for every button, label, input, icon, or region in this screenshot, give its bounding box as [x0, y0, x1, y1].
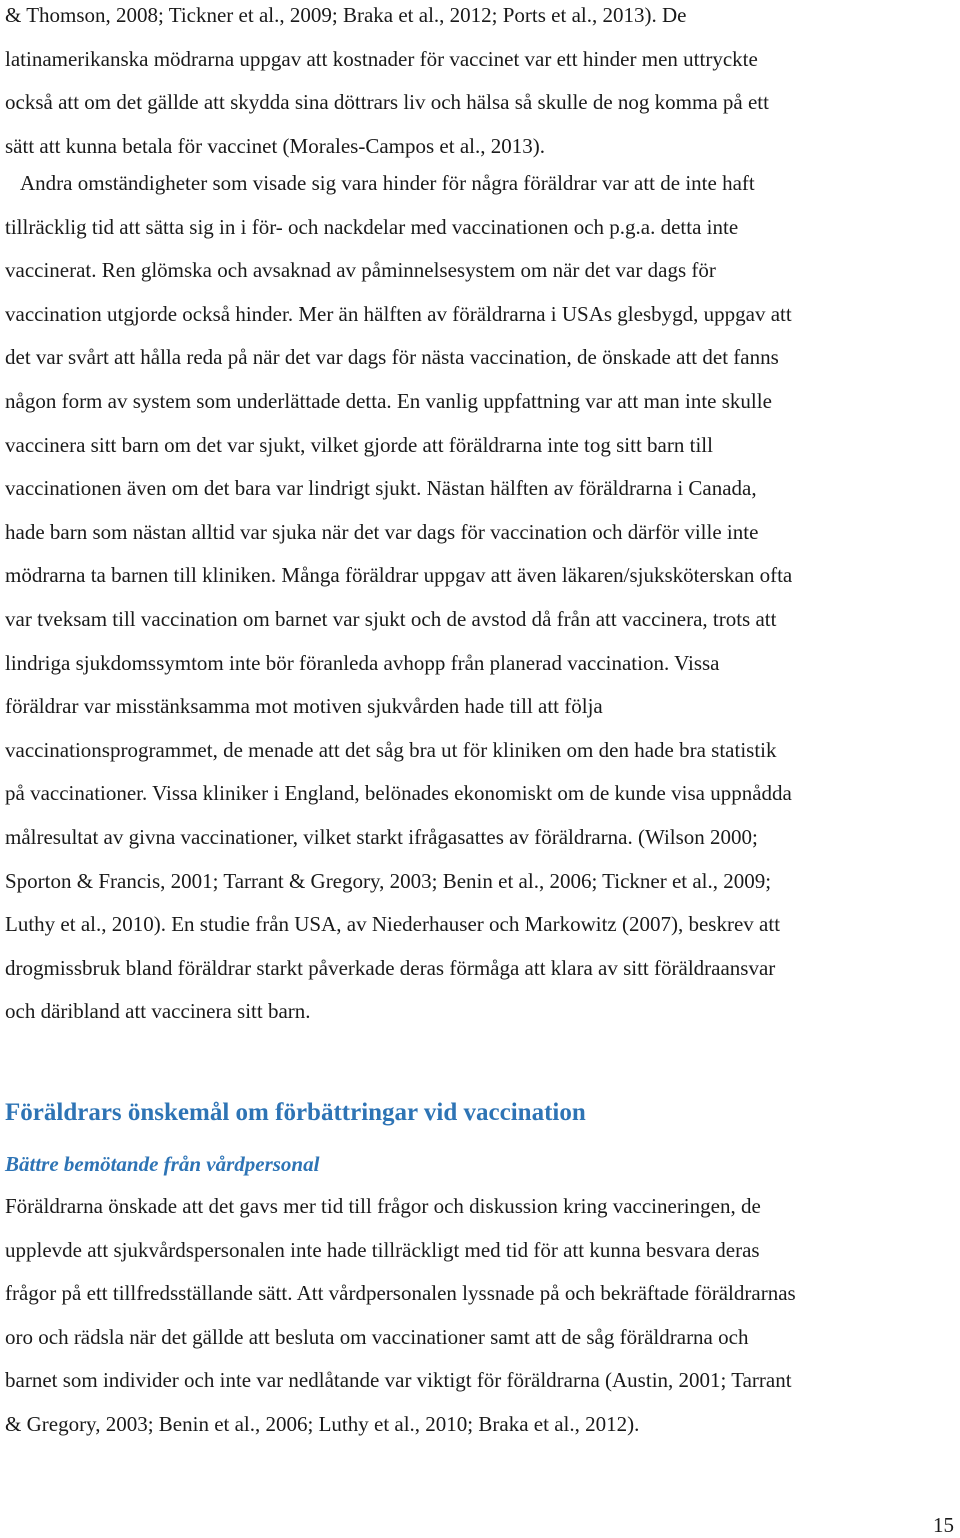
text-line: på vaccinationer. Vissa kliniker i England, belönades ekonomiskt om de kunde visa uppnådda — [5, 781, 792, 806]
text-line: mödrarna ta barnen till kliniken. Många föräldrar uppgav att även läkaren/sjuksköterskan ofta — [5, 563, 793, 588]
text-line: det var svårt att hålla reda på när det var dags för nästa vaccination, de önskade att det fanns — [5, 345, 779, 370]
section-heading: Föräldrars önskemål om förbättringar vid vaccination — [5, 1099, 586, 1126]
text-line: hade barn som nästan alltid var sjuka när det var dags för vaccination och därför ville inte — [5, 519, 759, 544]
text-line: Andra omständigheter som visade sig vara hinder för några föräldrar var att de inte haft — [20, 171, 755, 195]
text-line: vaccinera sitt barn om det var sjukt, vilket gjorde att föräldrarna inte tog sitt barn till — [5, 432, 713, 457]
text-line: också att om det gällde att skydda sina döttrars liv och hälsa så skulle de nog komma på ett — [5, 90, 769, 115]
text-line: vaccinerat. Ren glömska och avsaknad av påminnelsesystem om när det var dags för — [5, 258, 716, 283]
text-line: någon form av system som underlättade detta. En vanlig uppfattning var att man inte skulle — [5, 388, 772, 413]
text-line: föräldrar var misstänksamma mot motiven sjukvården hade till att följa — [5, 694, 603, 719]
page-number: 15 — [933, 1513, 954, 1537]
paragraph-better-treatment — [5, 1185, 796, 1447]
paragraph-other-barriers — [5, 162, 792, 1034]
text-line: var tveksam till vaccination om barnet var sjukt och de avstod då från att vaccinera, trots att — [5, 606, 777, 631]
text-line: oro och rädsla när det gällde att besluta om vaccinationer samt att de såg föräldrarna och — [5, 1324, 749, 1349]
text-line: & Thomson, 2008; Tickner et al., 2009; Braka et al., 2012; Ports et al., 2013). De — [5, 3, 687, 27]
text-line: vaccinationen även om det bara var lindrigt sjukt. Nästan hälften av föräldrarna i Canada, — [5, 476, 757, 501]
text-line: drogmissbruk bland föräldrar starkt påverkade deras förmåga att klara av sitt föräldraansvar — [5, 955, 776, 980]
section-subheading: Bättre bemötande från vårdpersonal — [5, 1152, 320, 1176]
text-line: vaccinationsprogrammet, de menade att det såg bra ut för kliniken om den hade bra statistik — [5, 737, 777, 762]
text-line: Sporton & Francis, 2001; Tarrant & Gregory, 2003; Benin et al., 2006; Tickner et al., 2009; — [5, 868, 772, 893]
text-line: barnet som individer och inte var nedlåtande var viktigt för föräldrarna (Austin, 2001; Tarrant — [5, 1368, 792, 1393]
text-line: Luthy et al., 2010). En studie från USA, av Niederhauser och Markowitz (2007), beskrev att — [5, 912, 781, 937]
text-line: Föräldrarna önskade att det gavs mer tid till frågor och diskussion kring vaccineringen, de — [5, 1194, 761, 1218]
text-line: frågor på ett tillfredsställande sätt. Att vårdpersonalen lyssnade på och bekräftade föräldrarnas — [5, 1281, 796, 1306]
text-line: latinamerikanska mödrarna uppgav att kostnader för vaccinet var ett hinder men uttryckte — [5, 46, 758, 71]
text-line: & Gregory, 2003; Benin et al., 2006; Luthy et al., 2010; Braka et al., 2012). — [5, 1411, 640, 1436]
text-line: sätt att kunna betala för vaccinet (Morales-Campos et al., 2013). — [5, 133, 545, 158]
text-line: lindriga sjukdomssymtom inte bör föranleda avhopp från planerad vaccination. Vissa — [5, 650, 720, 675]
text-line: upplevde att sjukvårdspersonalen inte hade tillräckligt med tid för att kunna besvara deras — [5, 1237, 760, 1262]
text-line: tillräcklig tid att sätta sig in i för- och nackdelar med vaccinationen och p.g.a. detta inte — [5, 214, 739, 239]
text-line: och däribland att vaccinera sitt barn. — [5, 999, 311, 1024]
paragraph-barriers-cost — [5, 0, 769, 168]
text-line: målresultat av givna vaccinationer, vilket starkt ifrågasattes av föräldrarna. (Wilson 2000; — [5, 824, 758, 849]
text-line: vaccination utgjorde också hinder. Mer än hälften av föräldrarna i USAs glesbygd, uppgav att — [5, 301, 792, 326]
